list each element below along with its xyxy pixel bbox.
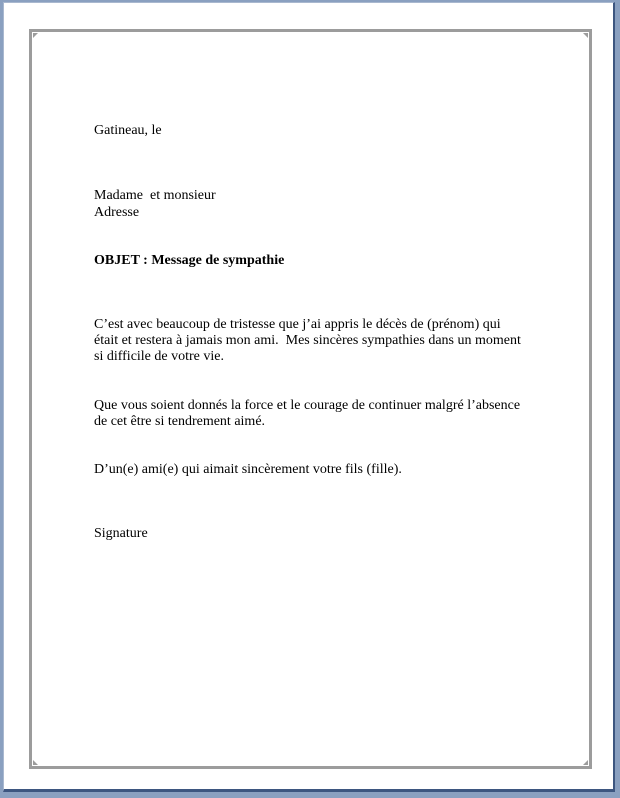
corner-mark-icon	[583, 33, 588, 38]
paragraph-2-line-1: Que vous soient donnés la force et le courage de continuer malgré l’absence	[94, 398, 521, 413]
paragraph-1-line-3: si difficile de votre vie.	[94, 349, 224, 364]
corner-mark-icon	[583, 760, 588, 765]
recipient-address: Adresse	[94, 205, 140, 220]
paragraph-1-line-1: C’est avec beaucoup de tristesse que j’ai appris le décès de (prénom) qui	[94, 317, 501, 332]
signature: Signature	[94, 526, 148, 541]
paragraph-1-line-2: était et restera à jamais mon ami. Mes sincères sympathies dans un moment	[94, 333, 521, 348]
paragraph-2-line-2: de cet être si tendrement aimé.	[94, 414, 266, 429]
corner-mark-icon	[33, 33, 38, 38]
recipient-name: Madame et monsieur	[94, 188, 216, 203]
subject-line: OBJET : Message de sympathie	[94, 253, 285, 268]
paragraph-3-line-1: D’un(e) ami(e) qui aimait sincèrement votre fils (fille).	[94, 462, 402, 477]
corner-mark-icon	[33, 760, 38, 765]
place-date: Gatineau, le	[94, 123, 162, 138]
